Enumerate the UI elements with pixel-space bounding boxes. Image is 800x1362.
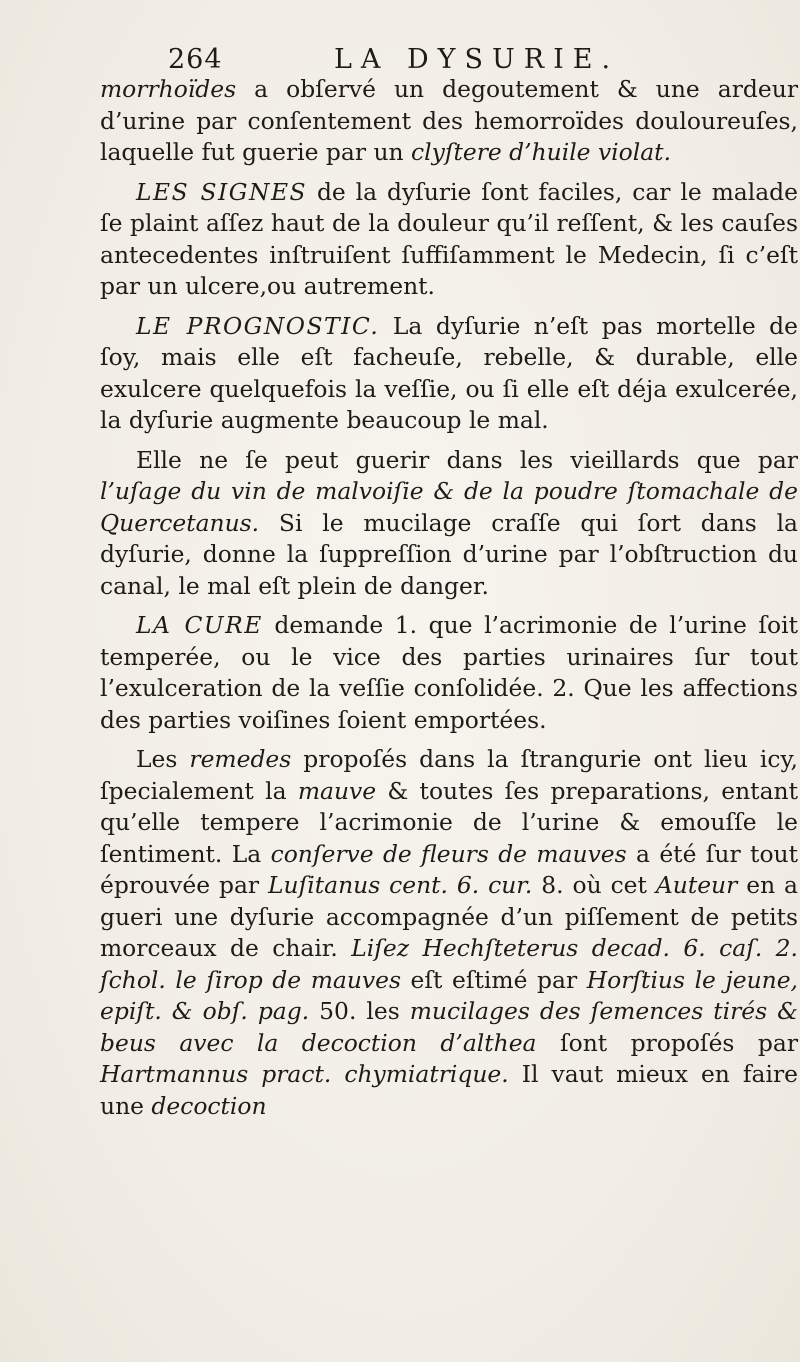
italic-text: mucilages des ſemences tirés & beus avec la decoction d’althea xyxy=(100,997,798,1057)
italic-text: Luſitanus cent. 6. cur. xyxy=(268,871,533,899)
text-run: La dyſurie n’eſt pas mortelle de ſoy, mais elle eſt facheuſe, rebelle, & durable, elle exulcere quelquefois la veſſie, ou ſi elle eſt déja exulcerée, la dyſurie augmente beaucoup le mal. xyxy=(100,311,798,434)
text-run: demande 1. que l’acrimonie de l’urine ſoit temperée, ou le vice des parties urinaires ſur tout l’exulceration de la veſſie conſolidée. 2. Que les affections des parties voiſines ſoient emportées. xyxy=(100,611,799,734)
italic-text: Hartmannus pract. chymiatrique. xyxy=(100,1060,509,1088)
paragraph-prognostic xyxy=(100,311,798,437)
italic-text: decoction xyxy=(151,1091,267,1120)
text-run: 50. les xyxy=(309,997,410,1025)
text-run: eſt eſtimé par xyxy=(400,965,587,994)
italic-text: morrhoïdes xyxy=(100,75,237,103)
body-text xyxy=(100,74,798,1130)
paragraph-continuation xyxy=(100,74,798,169)
paragraph-vieillards xyxy=(100,445,798,603)
section-heading: LE PROGNOSTIC. xyxy=(136,311,380,340)
paragraph-remedes xyxy=(100,744,798,1122)
text-run: & toutes ſes preparations, entant qu’elle tempere l’acrimonie de l’urine & emouſſe le ſentiment. La xyxy=(100,776,798,868)
section-heading: LA CURE xyxy=(136,611,263,639)
text-run: de la dyſurie ſont faciles, car le malade ſe plaint aſſez haut de la douleur qu’il reſſent, & les cauſes antecedentes inſtruiſent ſuffiſamment le Medecin, ſi c’eſt par un ulcere,ou autrement. xyxy=(100,177,798,300)
italic-text: clyſtere d’huile violat. xyxy=(411,138,672,166)
text-run: a été ſur tout éprouvée par xyxy=(100,839,798,899)
italic-text: Horſtius le jeune, epiſt. & obſ. pag. xyxy=(100,965,798,1025)
italic-text: l’uſage du vin de malvoiſie & de la poudre ſtomachale de Quercetanus. xyxy=(100,477,798,537)
text-run: 8. où cet xyxy=(532,871,656,899)
text-run: Les xyxy=(136,745,190,773)
running-head: LA DYSURIE. xyxy=(334,44,620,75)
paragraph-signes xyxy=(100,177,798,303)
text-run: Si le mucilage craſſe qui ſort dans la dyſurie, donne la ſuppreſſion d’urine par l’obſtruction du canal, le mal eſt plein de danger. xyxy=(100,508,798,600)
text-run: Elle ne ſe peut guerir dans les vieillards que par xyxy=(136,445,798,474)
italic-text: remedes xyxy=(189,745,292,773)
page-number: 264 xyxy=(168,44,223,75)
italic-text: Auteur xyxy=(655,871,738,899)
section-heading: LES SIGNES xyxy=(136,177,308,206)
paragraph-cure xyxy=(100,610,798,736)
text-run: en a gueri une dyſurie accompagnée d’un piſſement de petits morceaux de chair. xyxy=(100,871,799,962)
text-run: ſont propoſés par xyxy=(536,1028,798,1057)
italic-text: conſerve de fleurs de mauves xyxy=(270,839,627,868)
text-run: Il vaut mieux en faire une xyxy=(100,1060,799,1120)
text-run: a obſervé un degoutement & une ardeur d’urine par conſentement des hemorroïdes douloureuſes, laquelle fut guerie par un xyxy=(100,75,798,166)
italic-text: Liſez Hechſteterus decad. 6. caſ. 2. ſchol. le ſirop de mauves xyxy=(100,934,798,994)
italic-text: mauve xyxy=(297,776,377,805)
text-run: propoſés dans la ſtrangurie ont lieu icy, ſpecialement la xyxy=(100,745,798,805)
